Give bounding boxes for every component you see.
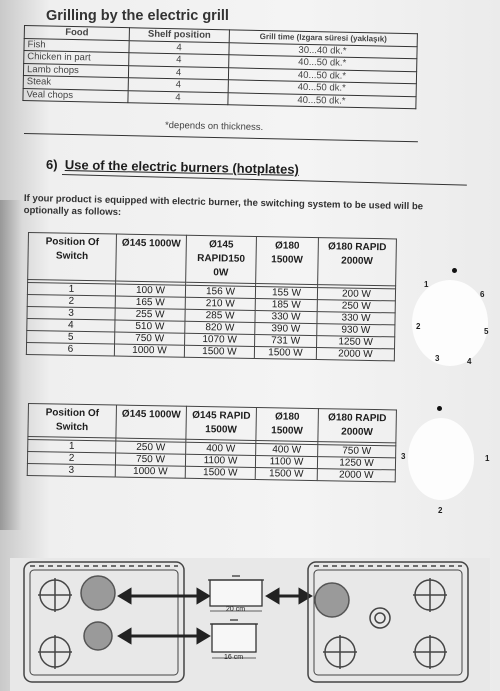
table-cell: 156 W	[185, 285, 255, 298]
grill-bottom-rule	[24, 133, 418, 142]
table1-header-180: Ø180 1500W	[256, 236, 319, 284]
table1-header-145: Ø145 1000W	[116, 234, 187, 282]
right-hob-icon	[308, 562, 468, 682]
knob-number: 2	[438, 506, 443, 515]
table-cell: 1500 W	[254, 346, 316, 359]
knob-number: 1	[485, 454, 490, 463]
grill-cell: 40...50 dk.*	[229, 55, 417, 71]
table-cell: 3	[27, 306, 115, 320]
grill-cell: Veal chops	[23, 88, 128, 103]
table2-header-180: Ø180 1500W	[256, 407, 319, 441]
grill-cell: Chicken in part	[24, 51, 129, 66]
knob-number: 5	[484, 327, 489, 336]
table-cell: 1100 W	[185, 454, 255, 467]
table-cell: 2000 W	[316, 348, 394, 361]
table-cell: 400 W	[256, 443, 318, 456]
table-cell: 330 W	[255, 310, 317, 323]
grill-table	[22, 25, 418, 109]
table-cell: 1500 W	[255, 467, 317, 480]
table2-header-145-rapid: Ø145 RAPID 1500W	[186, 406, 257, 440]
grill-cell: 4	[128, 90, 228, 105]
switch-table-3-positions	[27, 403, 397, 482]
table-cell: 6	[26, 342, 114, 356]
table-cell: 400 W	[186, 442, 256, 455]
grill-cell: Fish	[24, 38, 129, 53]
grill-cell: Steak	[23, 75, 128, 90]
table-cell: 255 W	[115, 308, 185, 321]
table-cell: 1070 W	[185, 333, 255, 346]
table-cell: 750 W	[115, 332, 185, 345]
table-cell: 1500 W	[184, 345, 254, 358]
table1-header-position: Position Of Switch	[28, 233, 117, 282]
grill-note: *depends on thickness.	[164, 119, 264, 134]
hob-drawing	[10, 548, 490, 691]
table-cell: 185 W	[255, 298, 317, 311]
table-cell: 100 W	[115, 284, 185, 297]
knob-number: 6	[480, 290, 485, 299]
table-cell: 155 W	[255, 286, 317, 299]
grill-cell: Lamb chops	[23, 63, 128, 78]
knob-dial-icon	[412, 280, 488, 366]
table-cell: 750 W	[115, 453, 185, 466]
section-title: Use of the electric burners (hotplates)	[64, 157, 300, 177]
table-cell: 200 W	[317, 288, 395, 301]
table-cell: 3	[27, 463, 115, 477]
section-number: 6)	[46, 157, 58, 172]
table-cell: 1	[27, 283, 115, 297]
table-cell: 1250 W	[317, 457, 395, 470]
knob-diagram-6-positions	[400, 262, 500, 382]
table-cell: 930 W	[317, 324, 395, 337]
table-cell: 250 W	[116, 441, 186, 454]
table-cell: 2	[27, 294, 115, 308]
hob-illustration	[10, 548, 490, 691]
knob-marker-dot	[437, 406, 442, 411]
pot-icon	[208, 576, 264, 652]
knob-marker-dot	[452, 268, 457, 273]
table2-header-position: Position Of Switch	[28, 404, 117, 439]
grill-cell: 4	[128, 65, 228, 80]
table-cell: 250 W	[317, 300, 395, 313]
table2-header-145: Ø145 1000W	[116, 405, 187, 439]
grill-title: Grilling by the electric grill	[46, 8, 229, 24]
knob-number: 4	[467, 357, 472, 366]
table-cell: 2000 W	[317, 469, 395, 482]
page-shadow	[0, 200, 22, 530]
grill-cell: 40...50 dk.*	[228, 92, 416, 108]
table-cell: 5	[27, 330, 115, 344]
table-cell: 1100 W	[255, 455, 317, 468]
table-cell: 1000 W	[115, 465, 185, 478]
switch-table-6-positions	[26, 232, 397, 361]
grill-cell: 4	[128, 78, 228, 93]
grill-header-food: Food	[24, 26, 129, 41]
table-cell: 750 W	[318, 445, 396, 458]
dimension-label-top: 20 cm	[226, 606, 246, 613]
table-cell: 210 W	[185, 297, 255, 310]
grill-header-time: Grill time (Izgara süresi (yaklaşık)	[229, 30, 417, 46]
knob-number: 2	[416, 322, 421, 331]
grill-cell: 4	[129, 53, 229, 68]
table-cell: 1000 W	[114, 344, 184, 357]
table-cell: 731 W	[255, 334, 317, 347]
table1-header-180-rapid: Ø180 RAPID 2000W	[318, 238, 397, 286]
knob-diagram-3-positions	[390, 400, 500, 520]
table-cell: 820 W	[185, 321, 255, 334]
grill-cell: 30...40 dk.*	[229, 42, 417, 58]
table-cell: 1500 W	[185, 466, 255, 479]
left-hob-icon	[24, 562, 184, 682]
knob-dial-icon	[408, 418, 474, 500]
grill-header-shelf: Shelf position	[129, 28, 229, 43]
knob-number: 3	[401, 452, 406, 461]
section-intro: If your product is equipped with electric burner, the switching system to be used will be optionally as follows:	[23, 193, 424, 219]
dimension-label-bottom: 16 cm	[224, 654, 244, 661]
knob-number: 3	[435, 354, 440, 363]
table-cell: 330 W	[317, 312, 395, 325]
table-cell: 165 W	[115, 296, 185, 309]
grill-cell: 40...50 dk.*	[228, 80, 416, 96]
knob-number: 1	[424, 280, 429, 289]
table-cell: 2	[27, 452, 115, 466]
table-cell: 1250 W	[317, 336, 395, 349]
grill-cell: 4	[129, 40, 229, 55]
table2-header-180-rapid: Ø180 RAPID 2000W	[318, 409, 397, 443]
grill-cell: 40...50 dk.*	[228, 67, 416, 83]
table-cell: 1	[28, 440, 116, 454]
table-cell: 4	[27, 318, 115, 332]
table-cell: 510 W	[115, 320, 185, 333]
table1-header-145-rapid: Ø145 RAPID150 0W	[186, 235, 257, 283]
table-cell: 285 W	[185, 309, 255, 322]
table-cell: 390 W	[255, 322, 317, 335]
